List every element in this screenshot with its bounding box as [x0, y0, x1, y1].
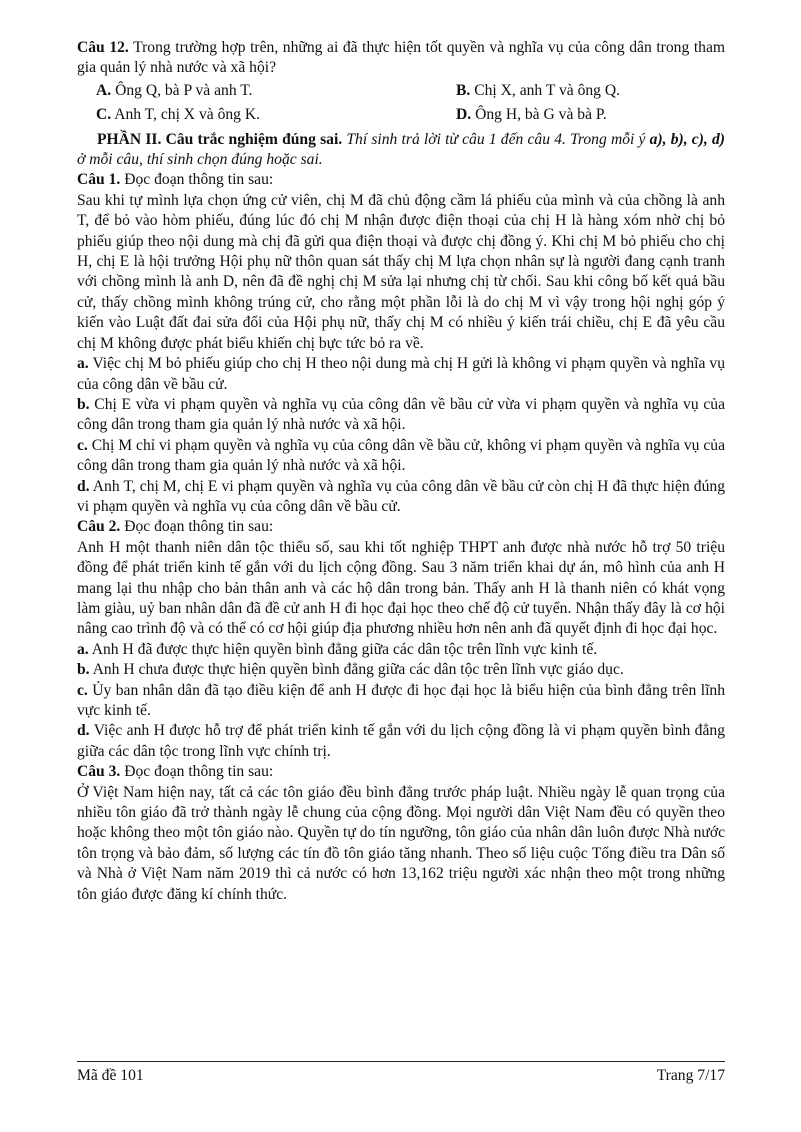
exam-code: Mã đề 101	[77, 1067, 144, 1084]
option-text: Ông H, bà G và bà P.	[471, 106, 607, 124]
part-2-title: PHẦN II. Câu trắc nghiệm đúng sai.	[97, 130, 343, 148]
question-label: Câu 2.	[77, 518, 121, 536]
option-text: Anh T, chị X và ông K.	[111, 106, 261, 124]
option-text: Chị X, anh T và ông Q.	[470, 81, 621, 99]
statement-c: c. Chị M chỉ vi phạm quyền và nghĩa vụ của công dân về bầu cử, không vi phạm quyền và nghĩa vụ của công dân trong tham gia quản lý nhà nước và xã hội.	[77, 436, 725, 475]
question-label: Câu 12.	[77, 39, 129, 56]
option-c[interactable]	[77, 105, 437, 125]
question-3	[77, 762, 725, 905]
statement-a: a. Việc chị M bỏ phiếu giúp cho chị H theo nội dung mà chị H gửi là không vi phạm quyền và nghĩa vụ của công dân về bầu cử.	[77, 355, 725, 393]
statement-d: d. Việc anh H được hỗ trợ để phát triển kinh tế gắn với du lịch cộng đồng là vi phạm quyền bình đẳng giữa các dân tộc trong lĩnh vực chính trị.	[77, 722, 725, 760]
question-1	[77, 170, 725, 517]
option-letter: B.	[456, 81, 471, 99]
question-heading	[77, 517, 725, 537]
option-letter: A.	[96, 81, 112, 99]
footer-divider	[77, 1061, 725, 1062]
question-lead: Đọc đoạn thông tin sau:	[120, 171, 274, 189]
question-2	[77, 517, 725, 762]
question-12	[77, 38, 725, 126]
page-footer	[77, 1066, 725, 1086]
question-12-stem	[77, 38, 725, 79]
part-2-heading	[77, 130, 725, 171]
option-letter: C.	[96, 106, 112, 124]
statement-b: b. Anh H chưa được thực hiện quyền bình đẳng giữa các dân tộc trên lĩnh vực giáo dục.	[77, 661, 624, 679]
statement-b: b. Chị E vừa vi phạm quyền và nghĩa vụ của công dân về bầu cử vừa vi phạm quyền và nghĩa vụ của công dân trong tham gia quản lý nhà nước và xã hội.	[77, 395, 725, 434]
question-heading	[77, 762, 725, 782]
question-lead: Đọc đoạn thông tin sau:	[120, 763, 274, 781]
option-a[interactable]	[77, 81, 437, 101]
question-text: Trong trường hợp trên, những ai đã thực hiện tốt quyền và nghĩa vụ của công dân trong tham gia quản lý nhà nước và xã hội?	[77, 39, 725, 77]
question-passage: Sau khi tự mình lựa chọn ứng cử viên, chị M đã chủ động cầm lá phiếu của mình và của chồng là anh T, để bỏ vào hòm phiếu, đúng lúc đó chị M nhận được điện thoại của chị H là hàng xóm nhờ chị bỏ phiếu giúp theo nội dung mà chị đã gửi qua điện thoại và được chị đồng ý. Khi chị M bỏ phiếu cho chị H, chị E là hội trưởng Hội phụ nữ thôn quan sát thấy chị M lựa chọn nhân sự là người đang cạnh tranh với chồng mình là anh D, nên đã đề nghị chị M sửa lại nhưng chị từ chối. Sau khi công bố kết quả bầu cử, thấy chồng mình không trúng cử, cho rằng một phần lỗi là do chị M vì vậy trong hội nghị góp ý kiến vào Luật đất đai sửa đổi của Hội phụ nữ, thấy chị M có nhiều ý kiến trái chiều, chị E đã yêu cầu chị M không được phát biểu khiến chị bực tức bỏ ra về.	[77, 191, 725, 352]
question-passage: Ở Việt Nam hiện nay, tất cả các tôn giáo đều bình đẳng trước pháp luật. Nhiều ngày lễ quan trọng của nhiều tôn giáo đã trở thành ngày lễ chung của cộng đồng. Mọi người dân Việt Nam đều có quyền theo hoặc không theo một tôn giáo nào. Quyền tự do tín ngưỡng, tôn giáo của nhân dân luôn được Nhà nước tôn trọng và bảo đảm, số lượng các tín đồ tôn giáo tăng nhanh. Theo số liệu cuộc Tổng điều tra Dân số và Nhà ở Việt Nam năm 2019 thì cả nước có hơn 13,162 triệu người xác nhận theo một trong những tôn giáo được đăng kí chính thức.	[77, 783, 725, 903]
answer-options	[77, 81, 725, 126]
option-letter: D.	[456, 106, 472, 124]
statement-a: a. Anh H đã được thực hiện quyền bình đẳng giữa các dân tộc trên lĩnh vực kinh tế.	[77, 640, 598, 658]
option-b[interactable]	[437, 81, 725, 101]
question-passage: Anh H một thanh niên dân tộc thiểu số, sau khi tốt nghiệp THPT anh được nhà nước hỗ trợ 50 triệu đồng để phát triển kinh tế gắn với du lịch cộng đồng. Sau 3 năm triển khai dự án, mô hình của anh H mang lại thu nhập cho bản thân anh và các hộ dân trong bản. Thấy anh H là thanh niên có khát vọng làm giàu, uỷ ban nhân dân đã đề cử anh H đi học đại học theo chế độ cử tuyển. Nhận thấy đây là cơ hội nâng cao trình độ và có thể có cơ hội giúp địa phương nhiều hơn nên anh đã quyết định đi học đại học.	[77, 538, 725, 638]
part-2-instructions: Thí sinh trả lời từ câu 1 đến câu 4. Trong mỗi ý a), b), c), d) ở mỗi câu, thí sinh chọn đúng hoặc sai.	[77, 130, 725, 169]
question-label: Câu 3.	[77, 763, 121, 781]
option-d[interactable]	[437, 105, 725, 125]
option-text: Ông Q, bà P và anh T.	[111, 81, 253, 99]
question-heading	[77, 170, 725, 190]
exam-page	[77, 38, 725, 905]
question-label: Câu 1.	[77, 171, 121, 189]
statement-c: c. Ủy ban nhân dân đã tạo điều kiện để anh H được đi học đại học là biểu hiện của bình đẳng trên lĩnh vực kinh tế.	[77, 681, 725, 719]
question-lead: Đọc đoạn thông tin sau:	[120, 518, 274, 536]
statement-d: d. Anh T, chị M, chị E vi phạm quyền và nghĩa vụ của công dân về bầu cử còn chị H đã thực hiện đúng vi phạm quyền và nghĩa vụ của công dân về bầu cử.	[77, 477, 725, 515]
page-number: Trang 7/17	[656, 1067, 725, 1084]
